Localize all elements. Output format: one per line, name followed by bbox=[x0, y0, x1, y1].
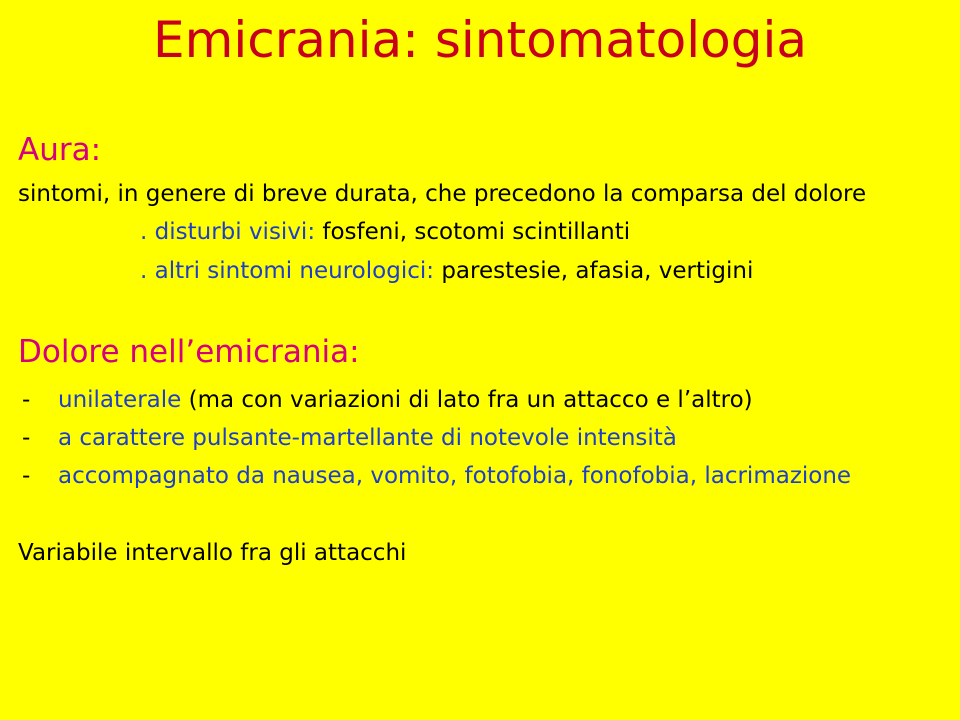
aura-item-text: fosfeni, scotomi scintillanti bbox=[322, 219, 631, 245]
dolore-heading: Dolore nell’emicrania: bbox=[18, 334, 360, 370]
dolore-item-unilateral bbox=[22, 385, 753, 415]
dolore-item-pulsating bbox=[22, 423, 677, 453]
dolore-item-highlight: accompagnato da nausea, vomito, fotofobia, fonofobia, lacrimazione bbox=[58, 463, 852, 489]
interval-note: Variabile intervallo fra gli attacchi bbox=[18, 540, 407, 566]
dolore-item-rest: (ma con variazioni di lato fra un attacco e l’altro) bbox=[188, 387, 753, 413]
bullet-dash: - bbox=[22, 425, 31, 451]
aura-description: sintomi, in genere di breve durata, che precedono la comparsa del dolore bbox=[18, 181, 867, 207]
bullet-dash: - bbox=[22, 387, 31, 413]
dolore-item-highlight: a carattere pulsante-martellante di notevole intensità bbox=[58, 425, 677, 451]
dolore-item-highlight: unilaterale bbox=[58, 387, 182, 413]
slide-title: Emicrania: sintomatologia bbox=[153, 11, 807, 69]
dolore-item-accompanied bbox=[22, 461, 851, 491]
aura-heading: Aura: bbox=[18, 132, 102, 168]
bullet-dash: - bbox=[22, 463, 31, 489]
aura-item-text: parestesie, afasia, vertigini bbox=[441, 258, 754, 284]
aura-item-label: . disturbi visivi: bbox=[140, 219, 316, 245]
aura-item-visual bbox=[140, 217, 630, 247]
aura-item-label: . altri sintomi neurologici: bbox=[140, 258, 434, 284]
aura-item-neurological bbox=[140, 256, 753, 286]
